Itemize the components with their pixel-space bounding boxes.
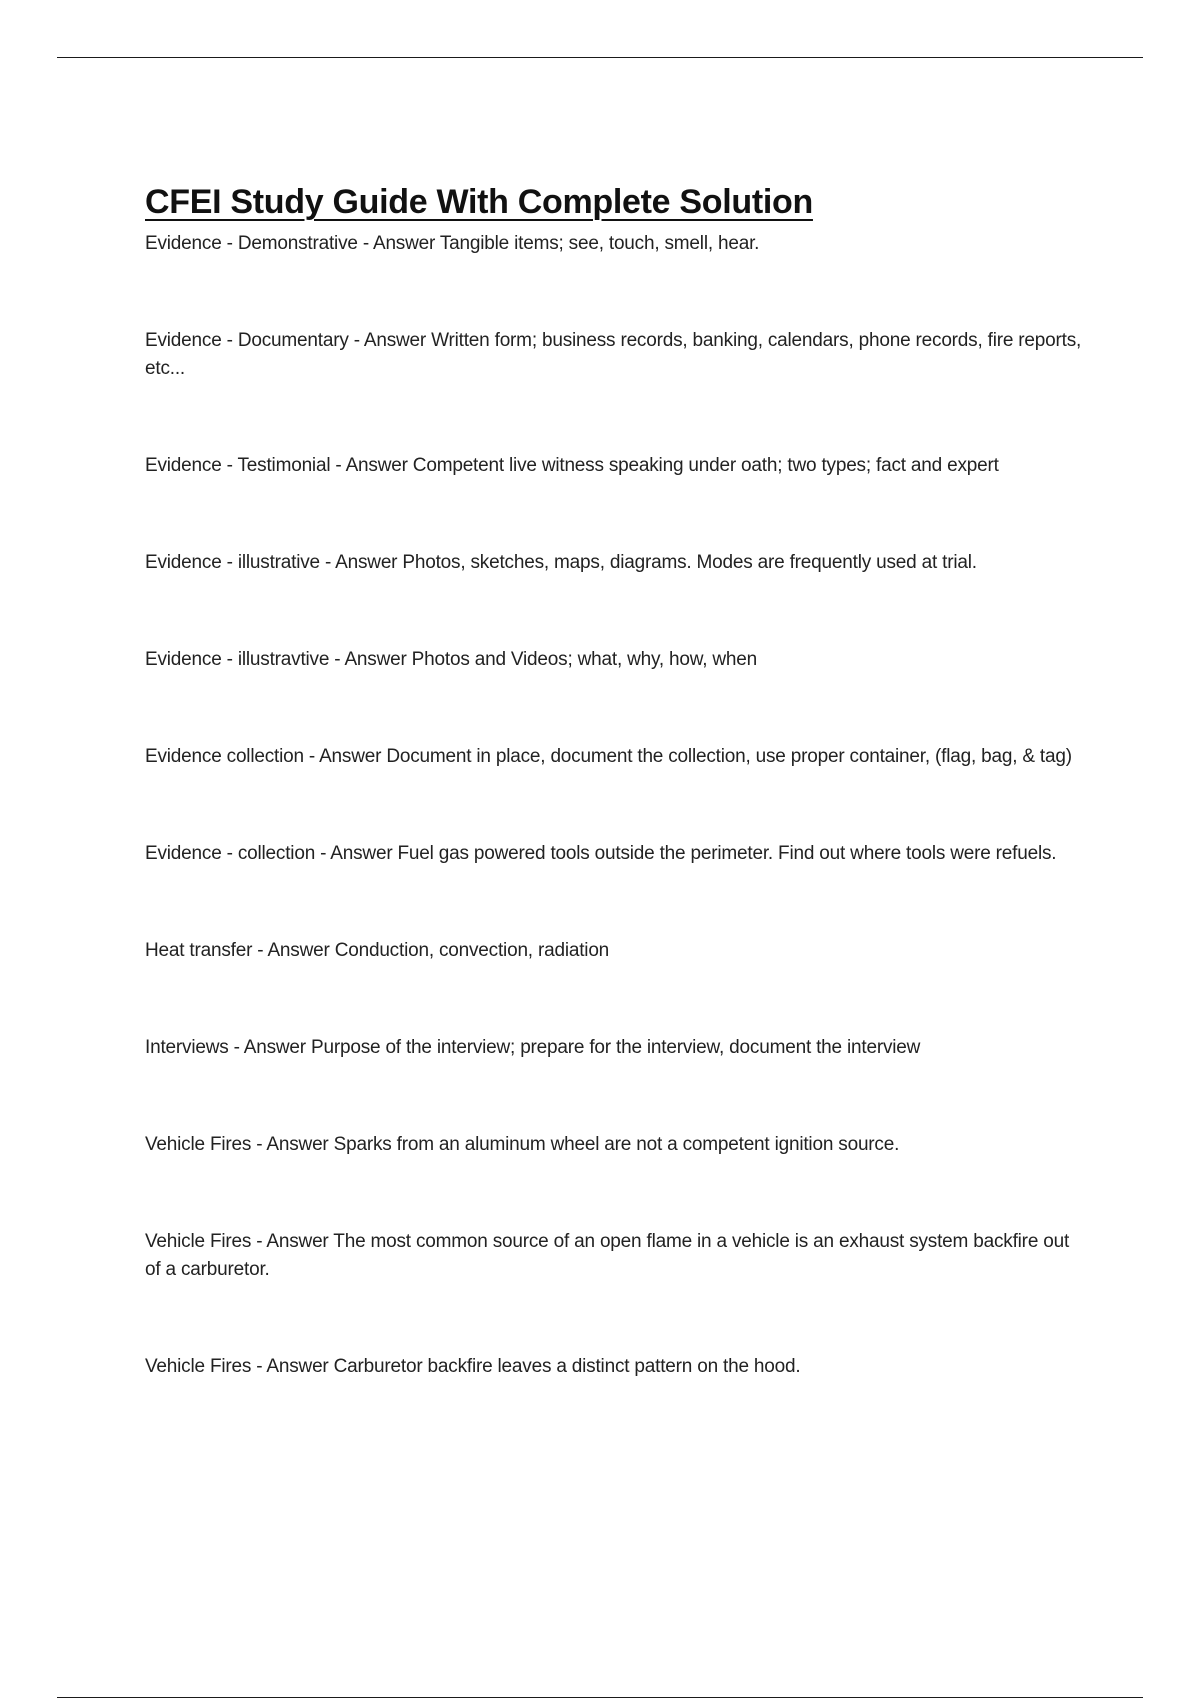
entry-interviews: Interviews - Answer Purpose of the interview; prepare for the interview, document the interview (145, 1037, 921, 1058)
entry-heat-transfer: Heat transfer - Answer Conduction, convection, radiation (145, 940, 610, 961)
top-rule (57, 57, 1143, 58)
entry-evidence-documentary: Evidence - Documentary - Answer Written form; business records, banking, calendars, phone records, fire reports, etc... (145, 330, 1082, 379)
entry-evidence-testimonial: Evidence - Testimonial - Answer Competent live witness speaking under oath; two types; fact and expert (145, 455, 999, 476)
entry-vehicle-fires-open-flame: Vehicle Fires - Answer The most common source of an open flame in a vehicle is an exhaust system backfire out of a carburetor. (145, 1231, 1070, 1280)
bottom-rule (57, 1697, 1143, 1698)
entry-evidence-demonstrative: Evidence - Demonstrative - Answer Tangible items; see, touch, smell, hear. (145, 233, 760, 254)
entry-evidence-collection-tools: Evidence - collection - Answer Fuel gas powered tools outside the perimeter. Find out where tools were refuels. (145, 843, 1057, 864)
entry-evidence-illustrative: Evidence - illustrative - Answer Photos, sketches, maps, diagrams. Modes are frequently used at trial. (145, 552, 977, 573)
entry-vehicle-fires-sparks: Vehicle Fires - Answer Sparks from an aluminum wheel are not a competent ignition source. (145, 1134, 900, 1155)
document-body (145, 178, 1085, 1450)
entry-vehicle-fires-carburetor: Vehicle Fires - Answer Carburetor backfire leaves a distinct pattern on the hood. (145, 1356, 801, 1377)
entry-evidence-illustravtive: Evidence - illustravtive - Answer Photos and Videos; what, why, how, when (145, 649, 758, 670)
entry-evidence-collection: Evidence collection - Answer Document in place, document the collection, use proper container, (flag, bag, & tag) (145, 746, 1072, 767)
document-title: CFEI Study Guide With Complete Solution (145, 183, 813, 221)
entry-list (145, 230, 1085, 1381)
